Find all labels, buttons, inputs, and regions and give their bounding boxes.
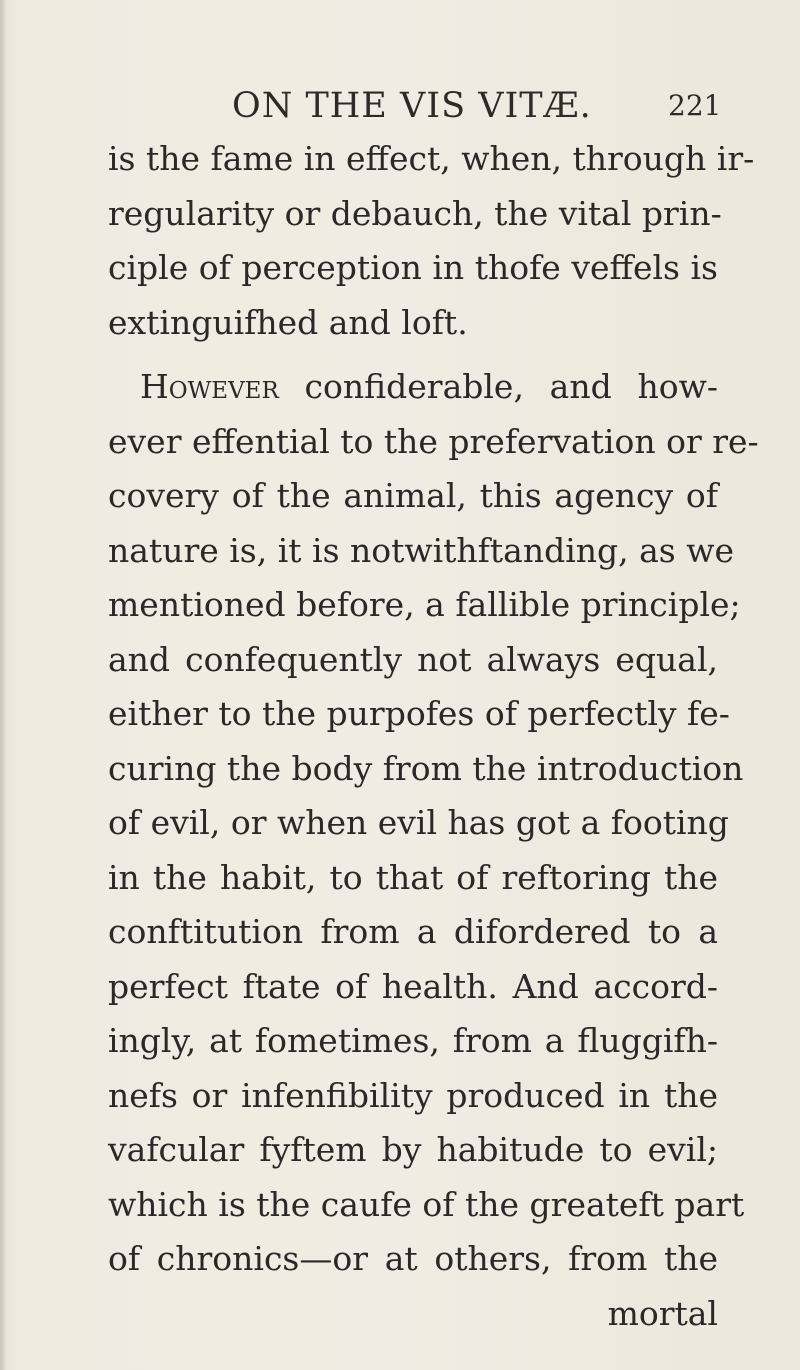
paragraph-1 <box>108 132 755 350</box>
text-line: and confequently not always equal, <box>108 639 718 679</box>
text-line-first <box>108 360 718 415</box>
text-line: either to the purpofes of perfectly fe- <box>108 694 730 733</box>
paragraph-2 <box>108 360 759 1341</box>
text-line: nefs or infenfibility produced in the <box>108 1075 718 1115</box>
text-line: in the habit, to that of reftoring the <box>108 857 718 897</box>
text-line: perfect ftate of health. And accord- <box>108 966 718 1006</box>
text-line: ingly, at fometimes, from a fluggifh- <box>108 1021 718 1060</box>
text-line: curing the body from the introduction <box>108 748 744 788</box>
text-line: regularity or debauch, the vital prin- <box>108 193 722 233</box>
text-line: nature is, it is notwithftanding, as we <box>108 530 735 570</box>
text-line: covery of the animal, this agency of <box>108 476 718 515</box>
text-line: of evil, or when evil has got a footing <box>108 803 729 842</box>
text-line: mentioned before, a fallible principle; <box>108 585 741 624</box>
catchword: mortal <box>607 1293 718 1333</box>
running-head <box>0 86 800 126</box>
text-line: of chronics—or at others, from the <box>108 1239 718 1278</box>
text-line: is the fame in effect, when, through ir- <box>108 139 755 178</box>
text-line: which is the caufe of the greateft part <box>108 1184 745 1224</box>
text-line: ever effential to the prefervation or re- <box>108 421 759 461</box>
page-gutter-edge <box>0 0 6 1370</box>
running-title: ON THE VIS VITÆ. <box>232 86 592 126</box>
text-line: conftitution from a difordered to a <box>108 912 718 951</box>
lead-word-smallcaps: However <box>140 367 279 406</box>
text-line: extinguifhed and loft. <box>108 302 468 342</box>
text-line: ciple of perception in thofe veffels is <box>108 248 718 287</box>
page-number: 221 <box>668 89 722 122</box>
text-line: vafcular fyftem by habitude to evil; <box>108 1130 718 1169</box>
text-line-rest: confiderable, and how- <box>278 367 718 406</box>
